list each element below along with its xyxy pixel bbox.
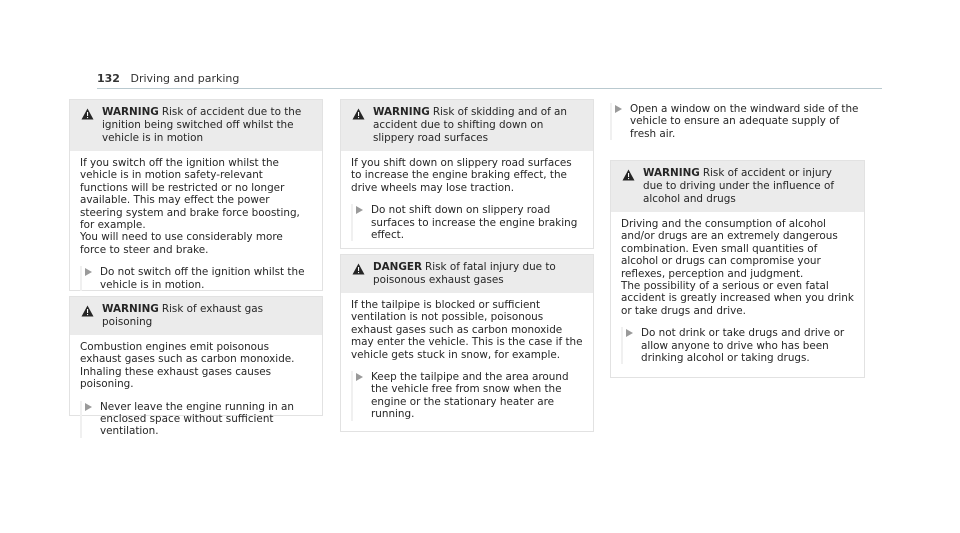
danger-box-exhaust — [340, 254, 594, 432]
step-text: Do not drink or take drugs and drive or allow anyone to drive who has been drinking alcohol or taking drugs. — [641, 327, 845, 365]
instruction-step — [610, 103, 865, 140]
step-bar — [80, 266, 82, 291]
step-arrow-icon — [85, 268, 92, 276]
danger-body — [341, 293, 593, 430]
step-text: Do not switch off the ignition whilst the vehicle is in motion. — [100, 266, 305, 291]
warning-title: Risk of accident or injury due to driving under the influence of alcohol and drugs — [643, 167, 834, 205]
instruction-step — [621, 327, 854, 364]
step-text: Never leave the engine running in an enclosed space without sufficient ventilation. — [100, 400, 294, 438]
continued-step — [610, 103, 865, 140]
step-bar — [351, 204, 353, 241]
warning-text: Combustion engines emit poisonous exhaust gases such as carbon monoxide. Inhaling these exhaust gases causes poisoning. — [80, 341, 295, 391]
step-bar — [351, 371, 353, 421]
page-header — [97, 72, 239, 85]
step-bar — [80, 401, 82, 438]
warning-header — [611, 161, 864, 212]
warning-text: The possibility of a serious or even fatal accident is greatly increased when you drink or take drugs and drive. — [621, 280, 854, 317]
warning-header — [70, 297, 322, 335]
danger-label: DANGER — [373, 261, 422, 273]
step-text: Open a window on the windward side of the vehicle to ensure an adequate supply of fresh air. — [630, 103, 859, 140]
warning-label: WARNING — [643, 167, 700, 179]
warning-body — [70, 335, 322, 447]
warning-label: WARNING — [102, 106, 159, 118]
step-text: Do not shift down on slippery road surfaces to increase the engine braking effect. — [371, 204, 578, 242]
instruction-step — [80, 401, 312, 438]
warning-body — [341, 151, 593, 250]
danger-title: Risk of fatal injury due to poisonous exhaust gases — [373, 261, 556, 286]
header-rule — [97, 88, 882, 89]
warning-text: If you switch off the ignition whilst the vehicle is in motion safety-relevant functions will be restricted or no longer available. This may effect the power steering system and brake force boosting, for example. — [80, 157, 300, 232]
danger-text: If the tailpipe is blocked or sufficient ventilation is not possible, poisonous exhaust gases such as carbon monoxide may enter the vehicle. This is the case if the vehicle gets stuck in snow, for example. — [351, 299, 583, 361]
warning-box-exhaust — [69, 296, 323, 438]
warning-label: WARNING — [373, 106, 430, 118]
warning-triangle-icon — [622, 169, 635, 181]
warning-box-skidding — [340, 99, 594, 249]
warning-text: You will need to use considerably more force to steer and brake. — [80, 231, 283, 256]
page-number: 132 — [97, 72, 120, 85]
warning-title: Risk of exhaust gas poisoning — [102, 303, 264, 328]
warning-text: Driving and the consumption of alcohol and/or drugs are an extremely dangerous combination. Even small quantities of alcohol or drugs can compromise your reflexes, perception and judgment. — [621, 218, 838, 280]
warning-title: Risk of accident due to the ignition being switched off whilst the vehicle is in motion — [102, 106, 302, 144]
warning-triangle-icon — [81, 305, 94, 317]
step-arrow-icon — [85, 403, 92, 411]
instruction-step — [351, 204, 583, 241]
step-text: Keep the tailpipe and the area around the vehicle free from snow when the engine or the stationary heater are running. — [371, 371, 569, 421]
step-arrow-icon — [356, 206, 363, 214]
step-arrow-icon — [356, 373, 363, 381]
warning-triangle-icon — [352, 263, 365, 275]
danger-header — [341, 255, 593, 293]
step-arrow-icon — [615, 105, 622, 113]
warning-text: If you shift down on slippery road surfaces to increase the engine braking effect, the drive wheels may lose traction. — [351, 157, 572, 194]
step-bar — [610, 103, 612, 140]
instruction-step — [351, 371, 583, 421]
warning-body — [611, 212, 864, 373]
warning-header — [341, 100, 593, 151]
warning-label: WARNING — [102, 303, 159, 315]
warning-title: Risk of skidding and of an accident due to shifting down on slippery road surfaces — [373, 106, 567, 144]
warning-box-alcohol — [610, 160, 865, 378]
step-arrow-icon — [626, 329, 633, 337]
warning-triangle-icon — [81, 108, 94, 120]
warning-triangle-icon — [352, 108, 365, 120]
chapter-title: Driving and parking — [130, 72, 240, 85]
warning-box-ignition — [69, 99, 323, 291]
step-bar — [621, 327, 623, 364]
instruction-step — [80, 266, 312, 291]
warning-body — [70, 151, 322, 300]
warning-header — [70, 100, 322, 151]
